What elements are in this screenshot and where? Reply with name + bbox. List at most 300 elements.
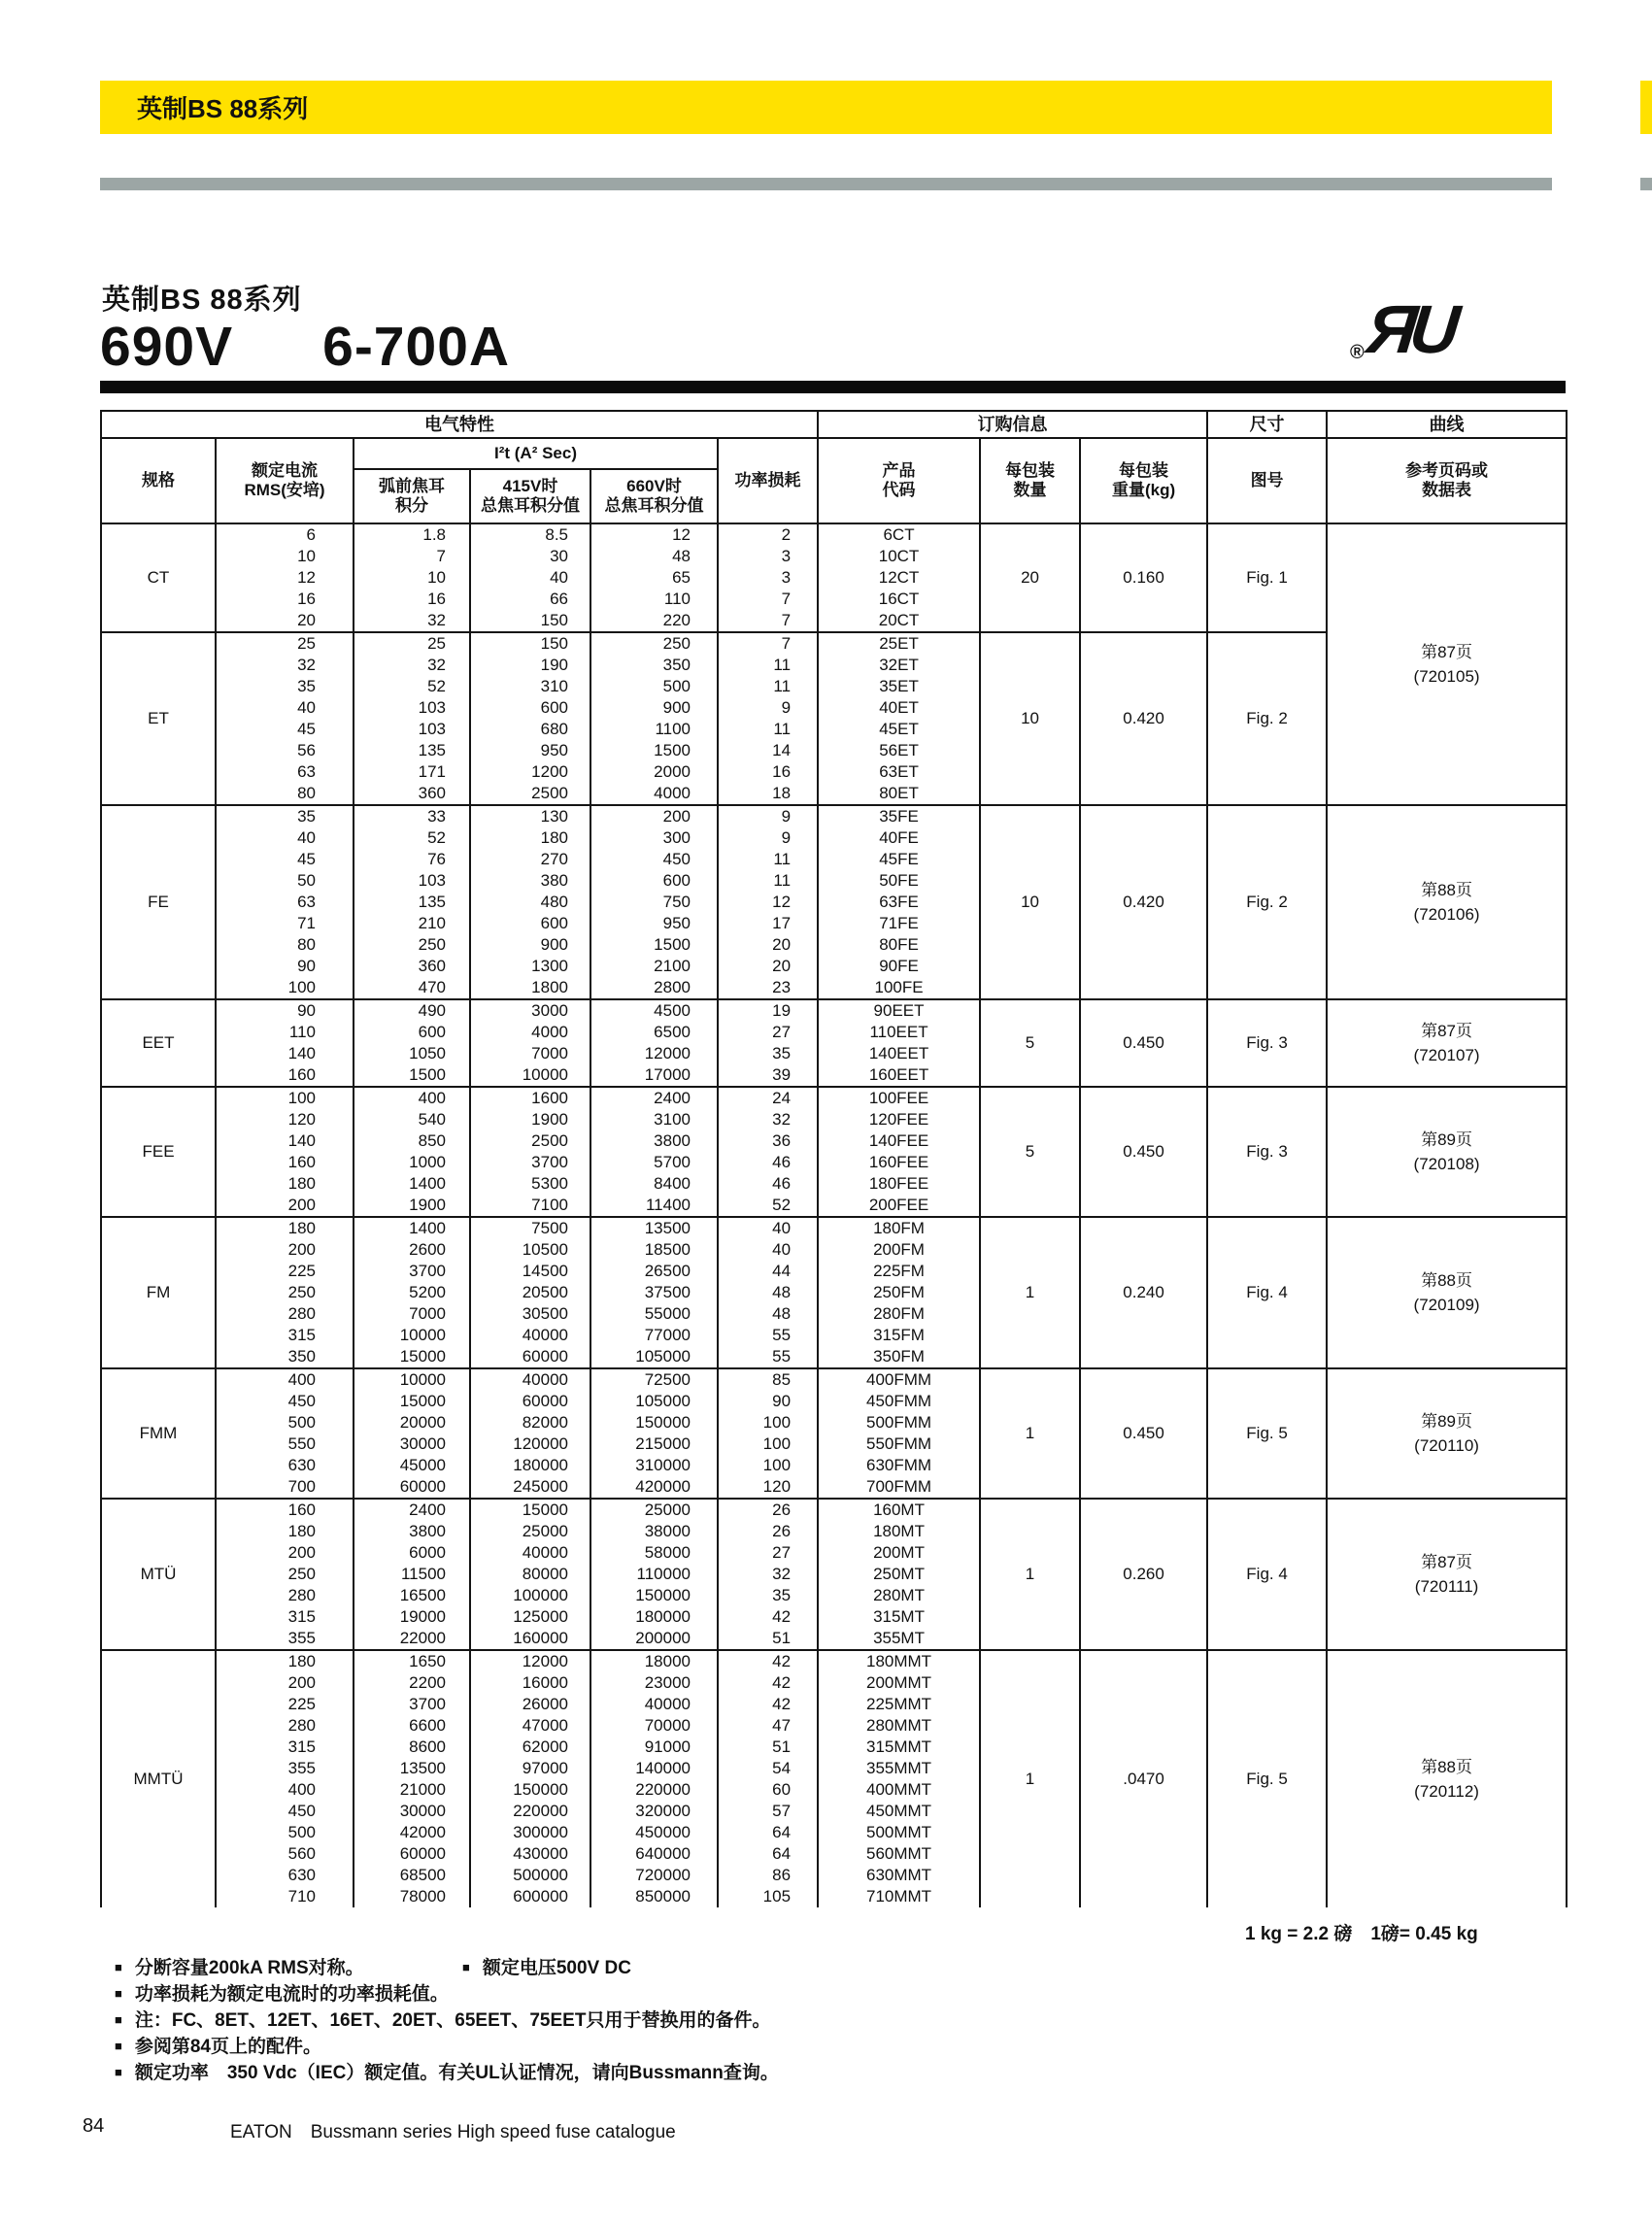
table-body <box>101 523 1567 1907</box>
product-code-cell: 63FE <box>818 892 980 913</box>
i2t-660v-cell: 750 <box>590 892 718 913</box>
power-loss-cell: 32 <box>718 1564 818 1585</box>
product-code-cell: 6CT <box>818 523 980 546</box>
fig-number-cell: Fig. 2 <box>1207 632 1327 805</box>
prearc-i2t-cell: 6600 <box>354 1715 470 1737</box>
i2t-660v-cell: 12000 <box>590 1043 718 1064</box>
power-loss-cell: 40 <box>718 1239 818 1261</box>
rated-current-cell: 180 <box>216 1217 354 1239</box>
i2t-415v-cell: 950 <box>470 740 590 761</box>
product-code-cell: 63ET <box>818 761 980 783</box>
power-loss-cell: 46 <box>718 1173 818 1195</box>
power-loss-cell: 17 <box>718 913 818 934</box>
prearc-i2t-cell: 103 <box>354 697 470 719</box>
header-ordering: 订购信息 <box>818 411 1207 438</box>
curve-page: 第87页 <box>1421 1553 1473 1571</box>
product-code-cell: 140FEE <box>818 1130 980 1152</box>
header-line: 数量 <box>1013 481 1047 499</box>
curve-page: 第88页 <box>1421 881 1473 899</box>
i2t-660v-cell: 5700 <box>590 1152 718 1173</box>
product-code-cell: 200MMT <box>818 1672 980 1694</box>
table-row <box>101 805 1567 827</box>
i2t-660v-cell: 4500 <box>590 999 718 1022</box>
rated-current-cell: 180 <box>216 1650 354 1672</box>
power-loss-cell: 9 <box>718 827 818 849</box>
i2t-415v-cell: 15000 <box>470 1499 590 1521</box>
i2t-415v-cell: 600 <box>470 913 590 934</box>
bullet-icon: ■ <box>115 2012 122 2027</box>
prearc-i2t-cell: 78000 <box>354 1886 470 1907</box>
product-code-cell: 225FM <box>818 1261 980 1282</box>
prearc-i2t-cell: 42000 <box>354 1822 470 1843</box>
rated-current-cell: 280 <box>216 1715 354 1737</box>
i2t-415v-cell: 1600 <box>470 1087 590 1109</box>
rated-current-cell: 225 <box>216 1694 354 1715</box>
prearc-i2t-cell: 1400 <box>354 1217 470 1239</box>
prearc-i2t-cell: 15000 <box>354 1391 470 1412</box>
rated-current-cell: 180 <box>216 1173 354 1195</box>
product-code-cell: 50FE <box>818 870 980 892</box>
i2t-415v-cell: 310 <box>470 676 590 697</box>
rated-current-cell: 280 <box>216 1585 354 1606</box>
rated-current-cell: 32 <box>216 655 354 676</box>
product-code-cell: 315FM <box>818 1325 980 1346</box>
power-loss-cell: 3 <box>718 546 818 567</box>
power-loss-cell: 2 <box>718 523 818 546</box>
rated-current-cell: 80 <box>216 934 354 956</box>
curve-ref-cell <box>1327 1087 1567 1217</box>
power-loss-cell: 3 <box>718 567 818 589</box>
fig-number-cell: Fig. 5 <box>1207 1650 1327 1907</box>
fig-number-cell: Fig. 1 <box>1207 523 1327 632</box>
i2t-415v-cell: 7500 <box>470 1217 590 1239</box>
header-line: 660V时 <box>626 477 682 495</box>
i2t-415v-cell: 7000 <box>470 1043 590 1064</box>
prearc-i2t-cell: 32 <box>354 610 470 632</box>
pack-weight-cell: 0.450 <box>1080 1368 1207 1499</box>
prearc-i2t-cell: 360 <box>354 956 470 977</box>
table-row <box>101 1217 1567 1239</box>
product-code-cell: 315MT <box>818 1606 980 1628</box>
product-code-cell: 120FEE <box>818 1109 980 1130</box>
rated-current-cell: 315 <box>216 1606 354 1628</box>
product-code-cell: 80FE <box>818 934 980 956</box>
note-item <box>462 1954 631 1981</box>
i2t-660v-cell: 105000 <box>590 1391 718 1412</box>
power-loss-cell: 39 <box>718 1064 818 1087</box>
power-loss-cell: 100 <box>718 1433 818 1455</box>
product-code-cell: 35FE <box>818 805 980 827</box>
power-loss-cell: 47 <box>718 1715 818 1737</box>
prearc-i2t-cell: 16 <box>354 589 470 610</box>
prearc-i2t-cell: 76 <box>354 849 470 870</box>
product-code-cell: 550FMM <box>818 1433 980 1455</box>
rated-current-cell: 16 <box>216 589 354 610</box>
header-pack-qty <box>980 438 1080 523</box>
ul-recognized-icon <box>1350 291 1476 379</box>
i2t-660v-cell: 110 <box>590 589 718 610</box>
curve-code: (720105) <box>1413 667 1480 686</box>
i2t-415v-cell: 500000 <box>470 1865 590 1886</box>
header-line: 产品 <box>882 461 916 480</box>
bullet-icon: ■ <box>115 1986 122 2001</box>
power-loss-cell: 26 <box>718 1499 818 1521</box>
weight-conversion-note: 1 kg = 2.2 磅 1磅= 0.45 kg <box>1245 1924 1478 1944</box>
power-loss-cell: 7 <box>718 632 818 655</box>
rated-current-cell: 160 <box>216 1499 354 1521</box>
series-label: MMTÜ <box>101 1650 216 1907</box>
rated-current-cell: 355 <box>216 1758 354 1779</box>
prearc-i2t-cell: 5200 <box>354 1282 470 1303</box>
prearc-i2t-cell: 360 <box>354 783 470 805</box>
i2t-415v-cell: 130 <box>470 805 590 827</box>
header-line: 数据表 <box>1422 481 1472 499</box>
fig-number-cell: Fig. 3 <box>1207 1087 1327 1217</box>
ratings-title <box>100 315 510 379</box>
power-loss-cell: 48 <box>718 1282 818 1303</box>
prearc-i2t-cell: 135 <box>354 740 470 761</box>
curve-code: (720109) <box>1413 1296 1480 1314</box>
header-415v <box>470 469 590 523</box>
pack-qty-cell: 10 <box>980 632 1080 805</box>
rated-current-cell: 35 <box>216 676 354 697</box>
i2t-660v-cell: 105000 <box>590 1346 718 1368</box>
rated-current-cell: 450 <box>216 1391 354 1412</box>
prearc-i2t-cell: 19000 <box>354 1606 470 1628</box>
product-code-cell: 280MMT <box>818 1715 980 1737</box>
power-loss-cell: 51 <box>718 1628 818 1650</box>
prearc-i2t-cell: 1050 <box>354 1043 470 1064</box>
curve-ref-cell <box>1327 523 1567 805</box>
i2t-415v-cell: 900 <box>470 934 590 956</box>
i2t-660v-cell: 55000 <box>590 1303 718 1325</box>
pack-weight-cell: 0.420 <box>1080 805 1207 999</box>
bullet-icon: ■ <box>115 2039 122 2053</box>
i2t-415v-cell: 120000 <box>470 1433 590 1455</box>
pack-weight-cell: 0.160 <box>1080 523 1207 632</box>
pack-weight-cell: 0.450 <box>1080 1087 1207 1217</box>
fig-number-cell: Fig. 2 <box>1207 805 1327 999</box>
i2t-660v-cell: 2100 <box>590 956 718 977</box>
product-code-cell: 160EET <box>818 1064 980 1087</box>
product-code-cell: 160MT <box>818 1499 980 1521</box>
header-660v <box>590 469 718 523</box>
i2t-660v-cell: 38000 <box>590 1521 718 1542</box>
i2t-660v-cell: 8400 <box>590 1173 718 1195</box>
i2t-415v-cell: 82000 <box>470 1412 590 1433</box>
curve-page: 第89页 <box>1421 1130 1473 1149</box>
title-rule <box>100 381 1566 393</box>
i2t-660v-cell: 2400 <box>590 1087 718 1109</box>
prearc-i2t-cell: 250 <box>354 934 470 956</box>
i2t-415v-cell: 1800 <box>470 977 590 999</box>
prearc-i2t-cell: 8600 <box>354 1737 470 1758</box>
series-label: EET <box>101 999 216 1087</box>
product-code-cell: 355MT <box>818 1628 980 1650</box>
prearc-i2t-cell: 490 <box>354 999 470 1022</box>
header-line: 重量(kg) <box>1111 481 1176 499</box>
i2t-415v-cell: 2500 <box>470 783 590 805</box>
prearc-i2t-cell: 7 <box>354 546 470 567</box>
rated-current-cell: 450 <box>216 1801 354 1822</box>
rated-current-cell: 200 <box>216 1239 354 1261</box>
table-row <box>101 999 1567 1022</box>
power-loss-cell: 16 <box>718 761 818 783</box>
i2t-660v-cell: 300 <box>590 827 718 849</box>
rated-current-cell: 12 <box>216 567 354 589</box>
footnote-text: 参阅第84页上的配件。 <box>134 2037 321 2057</box>
product-code-cell: 71FE <box>818 913 980 934</box>
product-code-cell: 45ET <box>818 719 980 740</box>
prearc-i2t-cell: 470 <box>354 977 470 999</box>
rated-current-cell: 140 <box>216 1130 354 1152</box>
rated-current-cell: 200 <box>216 1672 354 1694</box>
i2t-415v-cell: 2500 <box>470 1130 590 1152</box>
i2t-415v-cell: 80000 <box>470 1564 590 1585</box>
rated-current-cell: 56 <box>216 740 354 761</box>
i2t-415v-cell: 7100 <box>470 1195 590 1217</box>
header-line: RMS(安培) <box>244 481 325 499</box>
rated-current-cell: 180 <box>216 1521 354 1542</box>
curve-page: 第89页 <box>1421 1412 1473 1431</box>
i2t-415v-cell: 14500 <box>470 1261 590 1282</box>
curve-page: 第88页 <box>1421 1271 1473 1290</box>
power-loss-cell: 27 <box>718 1022 818 1043</box>
pack-weight-cell: 0.420 <box>1080 632 1207 805</box>
i2t-415v-cell: 60000 <box>470 1346 590 1368</box>
footnote-text: 功率损耗为额定电流时的功率损耗值。 <box>134 1984 449 2005</box>
header-line: 每包装 <box>1119 461 1169 480</box>
i2t-415v-cell: 25000 <box>470 1521 590 1542</box>
i2t-415v-cell: 10000 <box>470 1064 590 1087</box>
rated-current-cell: 630 <box>216 1455 354 1476</box>
prearc-i2t-cell: 60000 <box>354 1843 470 1865</box>
power-loss-cell: 42 <box>718 1694 818 1715</box>
header-electrical: 电气特性 <box>101 411 818 438</box>
i2t-415v-cell: 1300 <box>470 956 590 977</box>
i2t-660v-cell: 11400 <box>590 1195 718 1217</box>
power-loss-cell: 60 <box>718 1779 818 1801</box>
pack-qty-cell: 5 <box>980 999 1080 1087</box>
product-code-cell: 45FE <box>818 849 980 870</box>
prearc-i2t-cell: 6000 <box>354 1542 470 1564</box>
power-loss-cell: 11 <box>718 870 818 892</box>
product-code-cell: 160FEE <box>818 1152 980 1173</box>
top-banner-title: 英制BS 88系列 <box>137 94 309 123</box>
product-code-cell: 450FMM <box>818 1391 980 1412</box>
rated-current-cell: 50 <box>216 870 354 892</box>
product-code-cell: 80ET <box>818 783 980 805</box>
prearc-i2t-cell: 400 <box>354 1087 470 1109</box>
power-loss-cell: 100 <box>718 1455 818 1476</box>
i2t-415v-cell: 40 <box>470 567 590 589</box>
i2t-415v-cell: 3000 <box>470 999 590 1022</box>
curve-ref-cell <box>1327 1650 1567 1907</box>
i2t-660v-cell: 91000 <box>590 1737 718 1758</box>
power-loss-cell: 42 <box>718 1606 818 1628</box>
i2t-660v-cell: 77000 <box>590 1325 718 1346</box>
i2t-660v-cell: 110000 <box>590 1564 718 1585</box>
i2t-660v-cell: 150000 <box>590 1585 718 1606</box>
prearc-i2t-cell: 10 <box>354 567 470 589</box>
table-row <box>101 1368 1567 1391</box>
i2t-415v-cell: 16000 <box>470 1672 590 1694</box>
prearc-i2t-cell: 45000 <box>354 1455 470 1476</box>
i2t-415v-cell: 66 <box>470 589 590 610</box>
product-code-cell: 630FMM <box>818 1455 980 1476</box>
product-code-cell: 450MMT <box>818 1801 980 1822</box>
rated-current-cell: 160 <box>216 1152 354 1173</box>
i2t-660v-cell: 450 <box>590 849 718 870</box>
bullet-icon: ■ <box>115 1960 122 1974</box>
rated-current-cell: 100 <box>216 1087 354 1109</box>
i2t-660v-cell: 720000 <box>590 1865 718 1886</box>
rated-current-cell: 35 <box>216 805 354 827</box>
i2t-660v-cell: 40000 <box>590 1694 718 1715</box>
product-code-cell: 355MMT <box>818 1758 980 1779</box>
i2t-415v-cell: 97000 <box>470 1758 590 1779</box>
product-code-cell: 32ET <box>818 655 980 676</box>
product-code-cell: 90FE <box>818 956 980 977</box>
i2t-660v-cell: 1500 <box>590 934 718 956</box>
rated-current-cell: 63 <box>216 892 354 913</box>
header-group-row <box>101 411 1567 438</box>
registered-trademark-icon: ® <box>1350 342 1365 363</box>
i2t-415v-cell: 270 <box>470 849 590 870</box>
power-loss-cell: 11 <box>718 655 818 676</box>
prearc-i2t-cell: 10000 <box>354 1325 470 1346</box>
prearc-i2t-cell: 60000 <box>354 1476 470 1499</box>
power-loss-cell: 18 <box>718 783 818 805</box>
rated-current-cell: 350 <box>216 1346 354 1368</box>
i2t-415v-cell: 62000 <box>470 1737 590 1758</box>
i2t-415v-cell: 100000 <box>470 1585 590 1606</box>
power-loss-cell: 46 <box>718 1152 818 1173</box>
i2t-415v-cell: 150000 <box>470 1779 590 1801</box>
power-loss-cell: 14 <box>718 740 818 761</box>
power-loss-cell: 12 <box>718 892 818 913</box>
i2t-415v-cell: 20500 <box>470 1282 590 1303</box>
footnote-text: 额定功率 350 Vdc（IEC）额定值。有关UL认证情况，请向Bussmann查询。 <box>134 2063 779 2083</box>
prearc-i2t-cell: 52 <box>354 827 470 849</box>
series-label: MTÜ <box>101 1499 216 1650</box>
i2t-660v-cell: 4000 <box>590 783 718 805</box>
rated-current-cell: 100 <box>216 977 354 999</box>
i2t-660v-cell: 3800 <box>590 1130 718 1152</box>
current-range: 6-700A <box>322 316 511 378</box>
series-label: FE <box>101 805 216 999</box>
footnote-row <box>115 2059 779 2085</box>
power-loss-cell: 11 <box>718 676 818 697</box>
table-header <box>101 411 1567 523</box>
power-loss-cell: 35 <box>718 1585 818 1606</box>
prearc-i2t-cell: 30000 <box>354 1801 470 1822</box>
footnotes <box>115 1954 779 2085</box>
power-loss-cell: 9 <box>718 805 818 827</box>
i2t-660v-cell: 215000 <box>590 1433 718 1455</box>
prearc-i2t-cell: 30000 <box>354 1433 470 1455</box>
header-pack-weight <box>1080 438 1207 523</box>
prearc-i2t-cell: 3800 <box>354 1521 470 1542</box>
product-code-cell: 700FMM <box>818 1476 980 1499</box>
product-code-cell: 200MT <box>818 1542 980 1564</box>
i2t-660v-cell: 13500 <box>590 1217 718 1239</box>
i2t-415v-cell: 1200 <box>470 761 590 783</box>
power-loss-cell: 44 <box>718 1261 818 1282</box>
i2t-660v-cell: 18500 <box>590 1239 718 1261</box>
fig-number-cell: Fig. 3 <box>1207 999 1327 1087</box>
power-loss-cell: 52 <box>718 1195 818 1217</box>
curve-code: (720111) <box>1414 1577 1479 1596</box>
voltage-rating: 690V <box>100 316 234 378</box>
i2t-660v-cell: 26500 <box>590 1261 718 1282</box>
header-line: 总焦耳积分值 <box>604 496 704 515</box>
bullet-icon: ■ <box>462 1960 470 1974</box>
curve-page: 第87页 <box>1421 1022 1473 1040</box>
rated-current-cell: 550 <box>216 1433 354 1455</box>
header-line: 总焦耳积分值 <box>481 496 580 515</box>
pack-weight-cell: .0470 <box>1080 1650 1207 1907</box>
ul-mark-glyph: ЯU <box>1363 291 1457 367</box>
i2t-660v-cell: 58000 <box>590 1542 718 1564</box>
product-code-cell: 225MMT <box>818 1694 980 1715</box>
power-loss-cell: 40 <box>718 1217 818 1239</box>
rated-current-cell: 560 <box>216 1843 354 1865</box>
power-loss-cell: 7 <box>718 610 818 632</box>
power-loss-cell: 42 <box>718 1672 818 1694</box>
product-code-cell: 200FEE <box>818 1195 980 1217</box>
power-loss-cell: 11 <box>718 849 818 870</box>
curve-code: (720106) <box>1413 905 1480 924</box>
rated-current-cell: 40 <box>216 697 354 719</box>
top-banner-bleed <box>1640 81 1652 134</box>
series-title: 英制BS 88系列 <box>102 285 302 316</box>
product-code-cell: 250MT <box>818 1564 980 1585</box>
rated-current-cell: 315 <box>216 1737 354 1758</box>
product-code-cell: 140EET <box>818 1043 980 1064</box>
pack-qty-cell: 1 <box>980 1217 1080 1368</box>
i2t-660v-cell: 72500 <box>590 1368 718 1391</box>
i2t-415v-cell: 480 <box>470 892 590 913</box>
pack-weight-cell: 0.260 <box>1080 1499 1207 1650</box>
product-code-cell: 280FM <box>818 1303 980 1325</box>
power-loss-cell: 24 <box>718 1087 818 1109</box>
header-line: 弧前焦耳 <box>379 477 445 495</box>
prearc-i2t-cell: 52 <box>354 676 470 697</box>
footnote-text: 注：FC、8ET、12ET、16ET、20ET、65EET、75EET只用于替换用的备件。 <box>134 2010 771 2031</box>
header-fig: 图号 <box>1207 438 1327 523</box>
header-line: 积分 <box>395 496 428 515</box>
i2t-415v-cell: 47000 <box>470 1715 590 1737</box>
i2t-415v-cell: 3700 <box>470 1152 590 1173</box>
rated-current-cell: 6 <box>216 523 354 546</box>
power-loss-cell: 20 <box>718 956 818 977</box>
i2t-415v-cell: 180 <box>470 827 590 849</box>
product-code-cell: 500FMM <box>818 1412 980 1433</box>
prearc-i2t-cell: 1650 <box>354 1650 470 1672</box>
i2t-415v-cell: 160000 <box>470 1628 590 1650</box>
power-loss-cell: 11 <box>718 719 818 740</box>
prearc-i2t-cell: 540 <box>354 1109 470 1130</box>
prearc-i2t-cell: 16500 <box>354 1585 470 1606</box>
product-code-cell: 25ET <box>818 632 980 655</box>
curve-code: (720112) <box>1414 1782 1479 1801</box>
i2t-415v-cell: 1900 <box>470 1109 590 1130</box>
i2t-415v-cell: 12000 <box>470 1650 590 1672</box>
i2t-415v-cell: 430000 <box>470 1843 590 1865</box>
prearc-i2t-cell: 2600 <box>354 1239 470 1261</box>
i2t-415v-cell: 150 <box>470 610 590 632</box>
